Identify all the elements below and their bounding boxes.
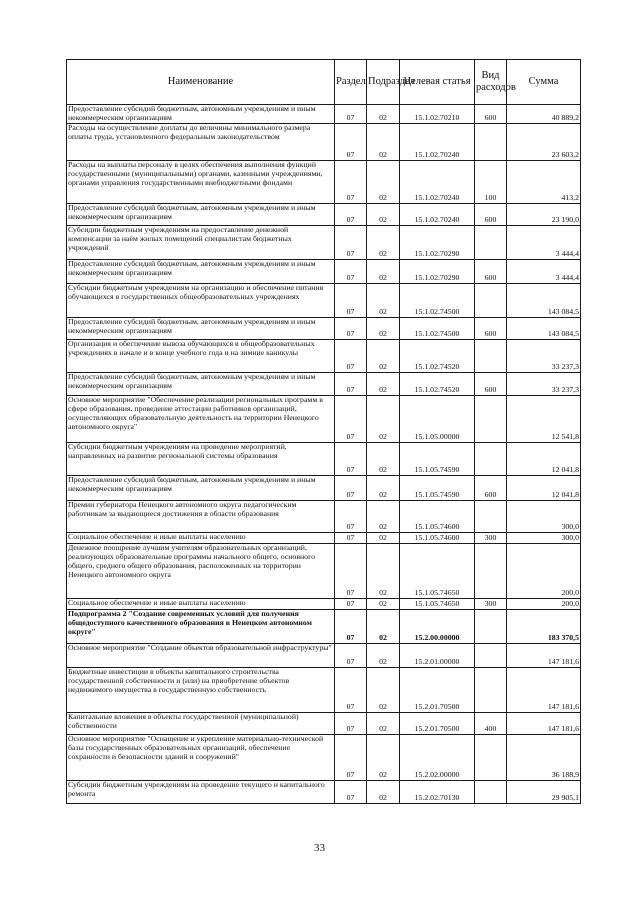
row-kind: 100 [475,160,507,203]
table-row [67,105,581,124]
row-section: 07 [335,532,367,543]
row-kind [475,123,507,160]
row-sum: 3 444,4 [507,259,581,283]
row-target: 15.1.02.70290 [400,225,475,259]
row-sum: 12 041,8 [507,475,581,500]
row-name: Социальное обеспечение и иные выплаты населению [67,532,335,543]
row-target: 15.2.02.00000 [400,734,475,780]
row-target: 15.1.02.70240 [400,203,475,225]
row-subsection: 02 [367,442,400,475]
row-section: 07 [335,225,367,259]
row-subsection: 02 [367,317,400,339]
table-row [67,259,581,283]
row-section: 07 [335,500,367,532]
table-row [67,160,581,203]
row-subsection: 02 [367,225,400,259]
row-sum: 12 541,8 [507,395,581,442]
row-subsection: 02 [367,643,400,667]
row-target: 15.1.05.74590 [400,475,475,500]
row-subsection: 02 [367,712,400,734]
row-section: 07 [335,712,367,734]
row-sum: 147 181,6 [507,643,581,667]
row-subsection: 02 [367,500,400,532]
row-name: Субсидии бюджетным учреждениям на организацию и обеспечение питания обучающихся в государственных общеобразовательных учреждениях [67,283,335,317]
table-row [67,442,581,475]
row-section: 07 [335,395,367,442]
row-kind [475,780,507,803]
row-target: 15.1.05.74600 [400,500,475,532]
row-name: Предоставление субсидий бюджетным, автономным учреждениям и иным некоммерческим организациям [67,475,335,500]
table-row [67,532,581,543]
row-sum: 413,2 [507,160,581,203]
row-section: 07 [335,442,367,475]
row-subsection: 02 [367,734,400,780]
table-row [67,712,581,734]
row-name: Расходы на выплаты персоналу в целях обеспечения выполнения функций государственными (муниципальными) органами, казенными учреждениями, органами управления государственными внебюджетными фондами [67,160,335,203]
row-subsection: 02 [367,339,400,372]
row-kind [475,339,507,372]
row-name: Организация и обеспечение вывоза обучающихся в общеобразовательных учреждениях в начале и в конце учебного года и на зимние каникулы [67,339,335,372]
row-kind [475,442,507,475]
row-name: Денежное поощрение лучшим учителям образовательных организаций, реализующих образовательные программы начального общего, основного общего, среднего общего образования, расположенных на территории Ненецкого автономного округа [67,543,335,598]
row-name: Предоставление субсидий бюджетным, автономным учреждениям и иным некоммерческим организациям [67,105,335,124]
row-target: 15.1.05.74650 [400,543,475,598]
table-row-subprogram [67,609,581,643]
row-name: Субсидии бюджетным учреждениям на предоставление денежной компенсации за наём жилых помещений специалистам бюджетных учреждений [67,225,335,259]
header-target: Целевая статья [400,60,475,105]
table-row [67,543,581,598]
row-kind: 600 [475,203,507,225]
row-section: 07 [335,259,367,283]
row-kind: 600 [475,259,507,283]
row-target: 15.1.05.74650 [400,598,475,609]
row-kind: 300 [475,598,507,609]
row-kind [475,643,507,667]
row-kind [475,395,507,442]
row-kind [475,543,507,598]
row-name: Предоставление субсидий бюджетным, автономным учреждениям и иным некоммерческим организациям [67,203,335,225]
page-number: 33 [314,842,325,854]
row-target: 15.1.02.74500 [400,283,475,317]
table-row [67,780,581,803]
table-row [67,225,581,259]
table-row [67,475,581,500]
header-subsection: Подраздел [367,60,400,105]
row-kind: 600 [475,475,507,500]
row-section: 07 [335,203,367,225]
row-section: 07 [335,609,367,643]
row-section: 07 [335,734,367,780]
row-kind: 600 [475,317,507,339]
row-kind [475,734,507,780]
row-name: Основное мероприятие "Обеспечение реализации региональных программ в сфере образования, проведение аттестации работников организаций, осуществляющих образовательную деятельность на территории Ненецкого автономного округа" [67,395,335,442]
row-target: 15.1.05.74590 [400,442,475,475]
row-section: 07 [335,667,367,712]
row-section: 07 [335,598,367,609]
row-name: Подпрограмма 2 "Создание современных условий для получения общедоступного качественного образования в Ненецком автономном округе" [67,609,335,643]
row-name: Основное мероприятие "Создание объектов образовательной инфраструктуры" [67,643,335,667]
row-target: 15.1.05.74600 [400,532,475,543]
row-subsection: 02 [367,667,400,712]
row-subsection: 02 [367,395,400,442]
row-name: Премии губернатора Ненецкого автономного округа педагогическим работникам за выдающиеся достижения в области образования [67,500,335,532]
row-sum: 300,0 [507,500,581,532]
row-target: 15.1.02.74520 [400,339,475,372]
row-sum: 200,0 [507,543,581,598]
row-section: 07 [335,123,367,160]
row-sum: 147 181,6 [507,712,581,734]
row-section: 07 [335,475,367,500]
row-section: 07 [335,643,367,667]
row-target: 15.2.02.70130 [400,780,475,803]
table-row [67,500,581,532]
row-subsection: 02 [367,123,400,160]
row-name: Субсидии бюджетным учреждениям на проведение текущего и капитального ремонта [67,780,335,803]
row-kind [475,283,507,317]
table-row [67,123,581,160]
table-row [67,339,581,372]
row-sum: 33 237,3 [507,372,581,395]
row-subsection: 02 [367,609,400,643]
row-kind [475,667,507,712]
row-kind [475,500,507,532]
row-name: Предоставление субсидий бюджетным, автономным учреждениям и иным некоммерческим организациям [67,259,335,283]
row-subsection: 02 [367,160,400,203]
row-name: Субсидии бюджетным учреждениям на проведение мероприятий, направленных на развитие региональной системы образования [67,442,335,475]
table-row [67,283,581,317]
row-subsection: 02 [367,780,400,803]
header-section: Раздел [335,60,367,105]
row-section: 07 [335,543,367,598]
row-sum: 300,0 [507,532,581,543]
row-name: Основное мероприятие "Оснащение и укрепление материально-технической базы государственных образовательных организаций, обеспечение сохранности и безопасности зданий и сооружений" [67,734,335,780]
row-sum: 143 084,5 [507,283,581,317]
row-subsection: 02 [367,105,400,124]
row-target: 15.1.05.00000 [400,395,475,442]
table-row [67,372,581,395]
row-kind: 400 [475,712,507,734]
header-sum: Сумма [507,60,581,105]
table-row [67,395,581,442]
row-name: Капитальные вложения в объекты государственной (муниципальной) собственности [67,712,335,734]
row-subsection: 02 [367,372,400,395]
table-row [67,667,581,712]
row-section: 07 [335,317,367,339]
row-sum: 147 181,6 [507,667,581,712]
row-name: Предоставление субсидий бюджетным, автономным учреждениям и иным некоммерческим организациям [67,317,335,339]
row-target: 15.1.02.70210 [400,105,475,124]
row-section: 07 [335,339,367,372]
row-sum: 36 188,9 [507,734,581,780]
row-sum: 23 603,2 [507,123,581,160]
table-row [67,317,581,339]
row-subsection: 02 [367,475,400,500]
row-kind: 300 [475,532,507,543]
row-target: 15.2.01.70500 [400,667,475,712]
row-kind [475,609,507,643]
header-name: Наименование [67,60,335,105]
row-sum: 143 084,5 [507,317,581,339]
row-section: 07 [335,372,367,395]
row-section: 07 [335,283,367,317]
row-target: 15.2.01.70500 [400,712,475,734]
row-subsection: 02 [367,532,400,543]
header-kind: Вид расходов [475,60,507,105]
row-subsection: 02 [367,598,400,609]
row-sum: 23 190,0 [507,203,581,225]
row-target: 15.1.02.74500 [400,317,475,339]
row-subsection: 02 [367,259,400,283]
table-row [67,203,581,225]
row-section: 07 [335,105,367,124]
row-subsection: 02 [367,203,400,225]
row-kind: 600 [475,105,507,124]
row-target: 15.1.02.74520 [400,372,475,395]
row-name: Социальное обеспечение и иные выплаты населению [67,598,335,609]
row-section: 07 [335,780,367,803]
row-target: 15.1.02.70290 [400,259,475,283]
row-sum: 183 370,5 [507,609,581,643]
row-target: 15.2.01.00000 [400,643,475,667]
table-row [67,643,581,667]
row-sum: 3 444,4 [507,225,581,259]
row-sum: 40 889,2 [507,105,581,124]
row-name: Расходы на осуществление доплаты до величины минимального размера оплаты труда, установленного федеральным законодательством [67,123,335,160]
table-row [67,598,581,609]
row-name: Предоставление субсидий бюджетным, автономным учреждениям и иным некоммерческим организациям [67,372,335,395]
row-subsection: 02 [367,283,400,317]
row-kind: 600 [475,372,507,395]
row-sum: 29 905,1 [507,780,581,803]
row-section: 07 [335,160,367,203]
table-header-row [67,60,581,105]
row-target: 15.1.02.70240 [400,123,475,160]
row-name: Бюджетные инвестиции в объекты капитального строительства государственной собственности и (или) на приобретение объектов недвижимого имущества в государственную собственность [67,667,335,712]
row-target: 15.2.00.00000 [400,609,475,643]
table-row [67,734,581,780]
row-sum: 200,0 [507,598,581,609]
row-subsection: 02 [367,543,400,598]
row-target: 15.1.02.70240 [400,160,475,203]
row-sum: 12 041,8 [507,442,581,475]
budget-table [66,59,581,804]
row-kind [475,225,507,259]
row-sum: 33 237,3 [507,339,581,372]
